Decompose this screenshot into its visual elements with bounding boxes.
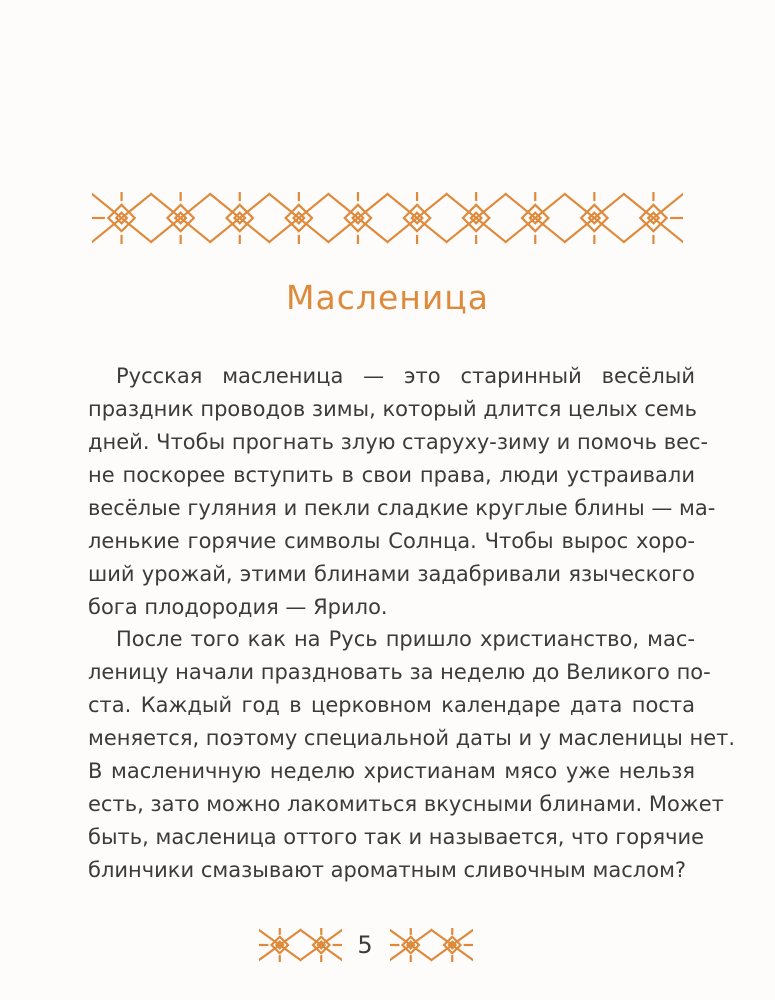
text-line: леницу начали праздновать за неделю до Великого по- — [88, 660, 711, 684]
page-footer — [0, 922, 775, 968]
page-title: Масленица — [286, 278, 489, 317]
page-number: 5 — [357, 931, 373, 959]
text-line: бога плодородия — Ярило. — [88, 595, 388, 619]
text-line: ста. Каждый год в церковном календаре дата поста — [88, 693, 695, 717]
text-line: есть, зато можно лакомиться вкусными блинами. Может — [88, 792, 724, 816]
text-line: меняется, поэтому специальной даты и у масленицы нет. — [88, 726, 736, 750]
text-line-content: Русская масленица — это старинный весёлый — [116, 364, 695, 388]
folk-ornament-border-icon — [92, 192, 683, 244]
text-line — [88, 623, 695, 656]
text-line: ленькие горячие символы Солнца. Чтобы вырос хоро- — [88, 529, 695, 553]
folk-ornament-icon — [390, 928, 473, 962]
text-line: ший урожай, этими блинами задабривали языческого — [88, 562, 695, 586]
text-line: праздник проводов зимы, который длится целых семь — [88, 397, 698, 421]
paragraph-1 — [88, 360, 716, 624]
text-line: блинчики смазывают ароматным сливочным маслом? — [88, 858, 687, 882]
text-line: дней. Чтобы прогнать злую старуху-зиму и помочь вес- — [88, 430, 709, 454]
text-line: быть, масленица оттого так и называется, что горячие — [88, 825, 705, 849]
text-line — [88, 360, 695, 393]
text-line-content: После того как на Русь пришло христианство, мас- — [116, 627, 695, 651]
text-line: не поскорее вступить в свои права, люди устраивали — [88, 463, 695, 487]
paragraph-2 — [88, 623, 736, 887]
text-line: весёлые гуляния и пекли сладкие круглые блины — ма- — [88, 496, 716, 520]
folk-ornament-icon — [259, 928, 342, 962]
text-line: В масленичную неделю христианам мясо уже нельзя — [88, 759, 695, 783]
